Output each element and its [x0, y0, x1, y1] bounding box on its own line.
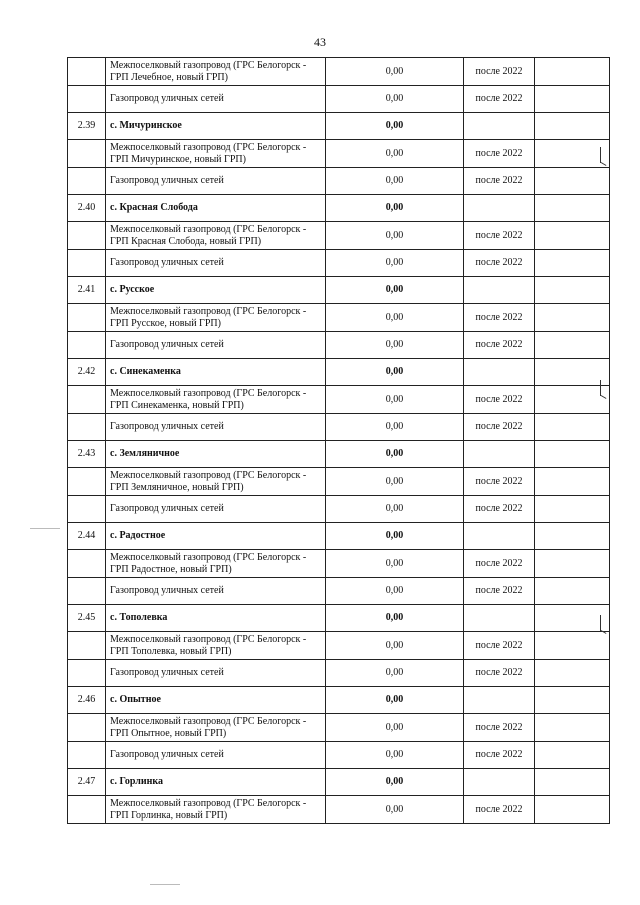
pipeline-row [68, 632, 610, 660]
term-cell: после 2022 [464, 58, 535, 86]
row-number-cell [68, 58, 106, 86]
term-cell: после 2022 [464, 86, 535, 113]
extra-cell [535, 468, 610, 496]
extra-cell [535, 714, 610, 742]
object-name-cell: с. Синекаменка [106, 359, 326, 386]
object-name-cell: Газопровод уличных сетей [106, 496, 326, 523]
scan-artifact [30, 528, 60, 529]
cost-cell: 0,00 [326, 414, 464, 441]
term-cell: после 2022 [464, 304, 535, 332]
object-name-cell: Межпоселковый газопровод (ГРС Белогорск - ГРП Синекаменка, новый ГРП) [106, 386, 326, 414]
object-name-cell: Межпоселковый газопровод (ГРС Белогорск - ГРП Красная Слобода, новый ГРП) [106, 222, 326, 250]
cost-cell: 0,00 [326, 687, 464, 714]
cost-cell: 0,00 [326, 605, 464, 632]
row-number-cell [68, 632, 106, 660]
extra-cell [535, 660, 610, 687]
object-name-cell: с. Красная Слобода [106, 195, 326, 222]
term-cell [464, 359, 535, 386]
object-name-cell: с. Горлинка [106, 769, 326, 796]
term-cell [464, 441, 535, 468]
term-cell: после 2022 [464, 796, 535, 824]
row-number-cell [68, 742, 106, 769]
street-network-row [68, 250, 610, 277]
row-number-cell: 2.39 [68, 113, 106, 140]
term-cell [464, 769, 535, 796]
row-number-cell: 2.41 [68, 277, 106, 304]
village-row [68, 195, 610, 222]
row-number-cell [68, 222, 106, 250]
object-name-cell: Межпоселковый газопровод (ГРС Белогорск - ГРП Тополевка, новый ГРП) [106, 632, 326, 660]
extra-cell [535, 250, 610, 277]
row-number-cell [68, 660, 106, 687]
object-name-cell: Газопровод уличных сетей [106, 332, 326, 359]
object-name-cell: с. Мичуринское [106, 113, 326, 140]
row-number-cell [68, 140, 106, 168]
extra-cell [535, 578, 610, 605]
object-name-cell: Межпоселковый газопровод (ГРС Белогорск - ГРП Мичуринское, новый ГРП) [106, 140, 326, 168]
extra-cell [535, 222, 610, 250]
extra-cell [535, 632, 610, 660]
object-name-cell: Газопровод уличных сетей [106, 660, 326, 687]
cost-cell: 0,00 [326, 386, 464, 414]
extra-cell [535, 86, 610, 113]
term-cell: после 2022 [464, 168, 535, 195]
extra-cell [535, 523, 610, 550]
extra-cell [535, 414, 610, 441]
village-row [68, 523, 610, 550]
cost-cell: 0,00 [326, 632, 464, 660]
cost-cell: 0,00 [326, 86, 464, 113]
term-cell: после 2022 [464, 578, 535, 605]
page-number: 43 [314, 35, 326, 49]
table-body [68, 58, 610, 824]
extra-cell [535, 58, 610, 86]
street-network-row [68, 742, 610, 769]
object-name-cell: с. Опытное [106, 687, 326, 714]
cost-cell: 0,00 [326, 796, 464, 824]
village-row [68, 441, 610, 468]
row-number-cell: 2.47 [68, 769, 106, 796]
extra-cell [535, 496, 610, 523]
term-cell: после 2022 [464, 140, 535, 168]
extra-cell [535, 441, 610, 468]
term-cell [464, 523, 535, 550]
row-number-cell [68, 578, 106, 605]
cost-cell: 0,00 [326, 168, 464, 195]
object-name-cell: Межпоселковый газопровод (ГРС Белогорск - ГРП Земляничное, новый ГРП) [106, 468, 326, 496]
cost-cell: 0,00 [326, 550, 464, 578]
row-number-cell [68, 496, 106, 523]
cost-cell: 0,00 [326, 58, 464, 86]
street-network-row [68, 414, 610, 441]
cost-cell: 0,00 [326, 222, 464, 250]
village-row [68, 687, 610, 714]
object-name-cell: Газопровод уличных сетей [106, 86, 326, 113]
village-row [68, 113, 610, 140]
object-name-cell: с. Русское [106, 277, 326, 304]
object-name-cell: с. Радостное [106, 523, 326, 550]
village-row [68, 359, 610, 386]
term-cell: после 2022 [464, 742, 535, 769]
pipeline-row [68, 714, 610, 742]
row-number-cell [68, 304, 106, 332]
extra-cell [535, 140, 610, 168]
extra-cell [535, 304, 610, 332]
cost-cell: 0,00 [326, 195, 464, 222]
term-cell: после 2022 [464, 550, 535, 578]
row-number-cell [68, 796, 106, 824]
cost-cell: 0,00 [326, 769, 464, 796]
term-cell: после 2022 [464, 468, 535, 496]
term-cell: после 2022 [464, 332, 535, 359]
object-name-cell: Межпоселковый газопровод (ГРС Белогорск - ГРП Радостное, новый ГРП) [106, 550, 326, 578]
row-number-cell [68, 714, 106, 742]
row-number-cell: 2.42 [68, 359, 106, 386]
row-number-cell [68, 168, 106, 195]
object-name-cell: Межпоселковый газопровод (ГРС Белогорск - ГРП Лечебное, новый ГРП) [106, 58, 326, 86]
cost-cell: 0,00 [326, 277, 464, 304]
street-network-row [68, 332, 610, 359]
row-number-cell [68, 250, 106, 277]
street-network-row [68, 496, 610, 523]
extra-cell [535, 769, 610, 796]
extra-cell [535, 113, 610, 140]
row-number-cell [68, 550, 106, 578]
object-name-cell: с. Земляничное [106, 441, 326, 468]
cost-cell: 0,00 [326, 250, 464, 277]
pipeline-row [68, 58, 610, 86]
gas-pipeline-table [67, 57, 610, 824]
term-cell [464, 277, 535, 304]
term-cell [464, 113, 535, 140]
cost-cell: 0,00 [326, 468, 464, 496]
term-cell [464, 195, 535, 222]
object-name-cell: Газопровод уличных сетей [106, 168, 326, 195]
extra-cell [535, 386, 610, 414]
village-row [68, 605, 610, 632]
object-name-cell: Газопровод уличных сетей [106, 414, 326, 441]
extra-cell [535, 742, 610, 769]
cost-cell: 0,00 [326, 742, 464, 769]
row-number-cell [68, 468, 106, 496]
term-cell: после 2022 [464, 632, 535, 660]
extra-cell [535, 550, 610, 578]
street-network-row [68, 168, 610, 195]
row-number-cell [68, 332, 106, 359]
street-network-row [68, 86, 610, 113]
term-cell: после 2022 [464, 414, 535, 441]
pipeline-row [68, 796, 610, 824]
row-number-cell: 2.43 [68, 441, 106, 468]
row-number-cell: 2.46 [68, 687, 106, 714]
row-number-cell: 2.40 [68, 195, 106, 222]
object-name-cell: Межпоселковый газопровод (ГРС Белогорск - ГРП Русское, новый ГРП) [106, 304, 326, 332]
object-name-cell: Газопровод уличных сетей [106, 742, 326, 769]
row-number-cell: 2.44 [68, 523, 106, 550]
cost-cell: 0,00 [326, 113, 464, 140]
extra-cell [535, 277, 610, 304]
cost-cell: 0,00 [326, 523, 464, 550]
cost-cell: 0,00 [326, 304, 464, 332]
term-cell: после 2022 [464, 222, 535, 250]
street-network-row [68, 578, 610, 605]
row-number-cell [68, 414, 106, 441]
pipeline-row [68, 550, 610, 578]
pipeline-row [68, 468, 610, 496]
scan-artifact [150, 884, 180, 885]
pipeline-row [68, 140, 610, 168]
term-cell [464, 605, 535, 632]
extra-cell [535, 687, 610, 714]
row-number-cell: 2.45 [68, 605, 106, 632]
term-cell [464, 687, 535, 714]
village-row [68, 277, 610, 304]
cost-cell: 0,00 [326, 441, 464, 468]
object-name-cell: Межпоселковый газопровод (ГРС Белогорск - ГРП Горлинка, новый ГРП) [106, 796, 326, 824]
cost-cell: 0,00 [326, 578, 464, 605]
street-network-row [68, 660, 610, 687]
extra-cell [535, 605, 610, 632]
term-cell: после 2022 [464, 250, 535, 277]
extra-cell [535, 332, 610, 359]
cost-cell: 0,00 [326, 332, 464, 359]
pen-mark [600, 147, 611, 163]
extra-cell [535, 168, 610, 195]
cost-cell: 0,00 [326, 140, 464, 168]
row-number-cell [68, 386, 106, 414]
term-cell: после 2022 [464, 660, 535, 687]
row-number-cell [68, 86, 106, 113]
object-name-cell: Межпоселковый газопровод (ГРС Белогорск - ГРП Опытное, новый ГРП) [106, 714, 326, 742]
term-cell: после 2022 [464, 714, 535, 742]
pipeline-row [68, 386, 610, 414]
village-row [68, 769, 610, 796]
term-cell: после 2022 [464, 386, 535, 414]
cost-cell: 0,00 [326, 660, 464, 687]
extra-cell [535, 796, 610, 824]
extra-cell [535, 195, 610, 222]
object-name-cell: с. Тополевка [106, 605, 326, 632]
pen-mark [600, 615, 611, 631]
cost-cell: 0,00 [326, 496, 464, 523]
extra-cell [535, 359, 610, 386]
cost-cell: 0,00 [326, 359, 464, 386]
pipeline-row [68, 222, 610, 250]
object-name-cell: Газопровод уличных сетей [106, 578, 326, 605]
term-cell: после 2022 [464, 496, 535, 523]
cost-cell: 0,00 [326, 714, 464, 742]
object-name-cell: Газопровод уличных сетей [106, 250, 326, 277]
pen-mark [600, 380, 611, 396]
pipeline-row [68, 304, 610, 332]
